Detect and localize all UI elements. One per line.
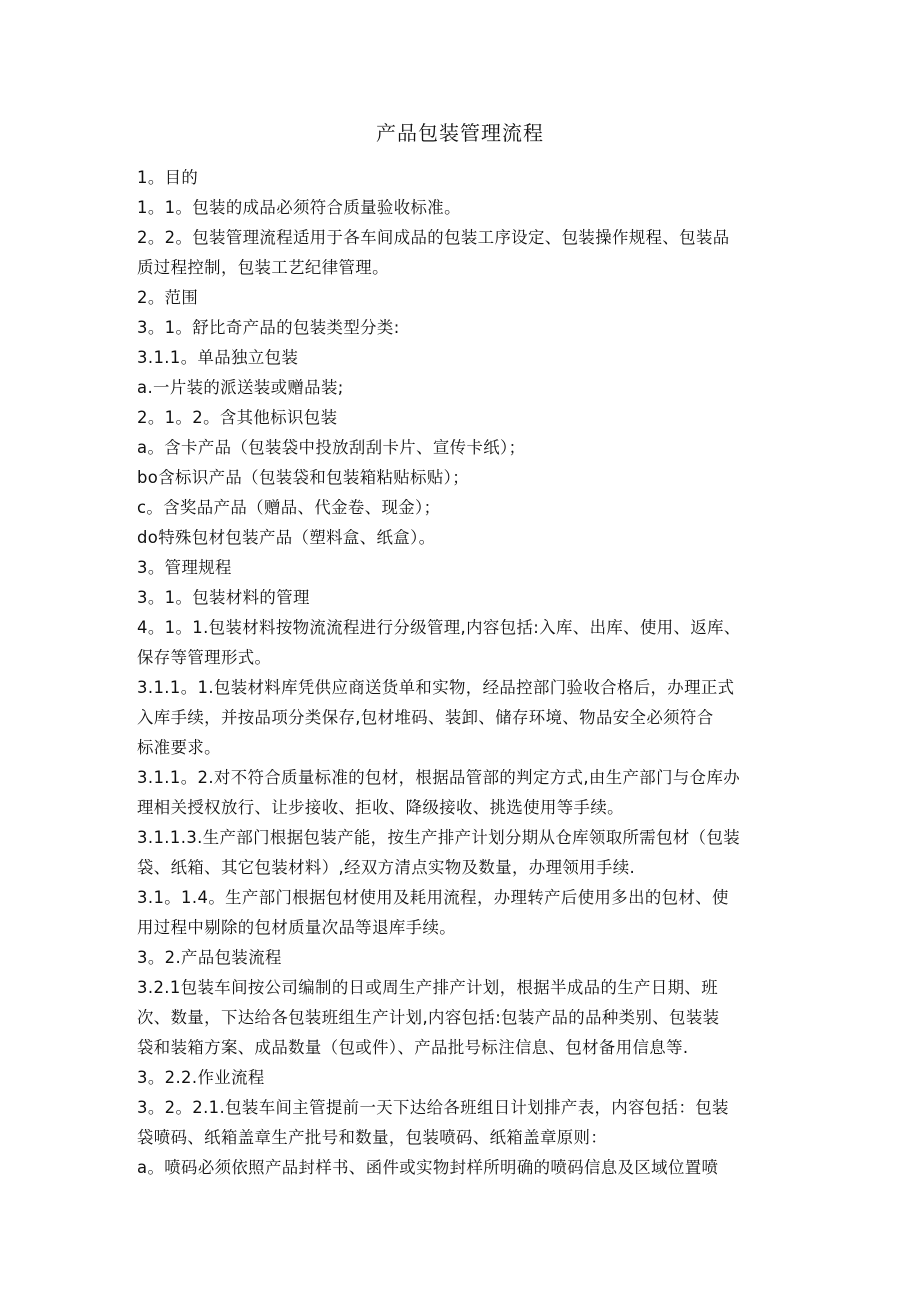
paragraph: a。含卡产品（包装袋中投放刮刮卡片、宣传卡纸）； <box>137 438 526 457</box>
paragraph: 3.1.1。1.包装材料库凭供应商送货单和实物，经品控部门验收合格后，办理正式 入库手续，并按品项分类保存,包材堆码、装卸、储存环境、物品安全必须符合 标准要求。 <box>137 678 735 757</box>
paragraph: a。喷码必须依照产品封样书、函件或实物封样所明确的喷码信息及区域位置喷 <box>137 1158 719 1177</box>
paragraph: 3.2.1包装车间按公司编制的日或周生产排产计划，根据半成品的生产日期、班 次、数量，下达给各包装班组生产计划,内容包括:包装产品的品种类别、包装装 袋和装箱方案、成品数量（包或件）、产品批号标注信息、包材备用信息等. <box>137 978 720 1057</box>
paragraph: 2。范围 <box>137 288 199 307</box>
paragraph: 2。2。包装管理流程适用于各车间成品的包装工序设定、包装操作规程、包装品 质过程控制，包装工艺纪律管理。 <box>137 228 730 277</box>
paragraph: 3。2.产品包装流程 <box>137 948 282 967</box>
document-body <box>137 163 787 1183</box>
paragraph: 3。2。2.1.包装车间主管提前一天下达给各班组日计划排产表，内容包括：包装 袋喷码、纸箱盖章生产批号和数量，包装喷码、纸箱盖章原则： <box>137 1098 729 1147</box>
paragraph: 3.1.1。单品独立包装 <box>137 348 299 367</box>
paragraph: 3。管理规程 <box>137 558 232 577</box>
paragraph: 3。2.2.作业流程 <box>137 1068 265 1087</box>
paragraph: do特殊包材包装产品（塑料盒、纸盒）。 <box>137 528 436 547</box>
paragraph: a.一片装的派送装或赠品装; <box>137 378 344 397</box>
paragraph: c。含奖品产品（赠品、代金卷、现金）； <box>137 498 441 517</box>
paragraph: 3.1.1.3.生产部门根据包装产能，按生产排产计划分期从仓库领取所需包材（包装 袋、纸箱、其它包装材料）,经双方清点实物及数量，办理领用手续. <box>137 828 741 877</box>
paragraph: 1。目的 <box>137 168 199 187</box>
paragraph: 2。1。2。含其他标识包装 <box>137 408 338 427</box>
paragraph: 3.1.1。2.对不符合质量标准的包材，根据品管部的判定方式,由生产部门与仓库办 理相关授权放行、让步接收、拒收、降级接收、挑选使用等手续。 <box>137 768 741 817</box>
paragraph: 3。1。包装材料的管理 <box>137 588 310 607</box>
paragraph: 1。1。包装的成品必须符合质量验收标准。 <box>137 198 461 217</box>
paragraph: 4。1。1.包装材料按物流流程进行分级管理,内容包括:入库、出库、使用、返库、 保存等管理形式。 <box>137 618 741 667</box>
paragraph: 3.1。1.4。生产部门根据包材使用及耗用流程，办理转产后使用多出的包材、使 用过程中剔除的包材质量次品等退库手续。 <box>137 888 729 937</box>
document-title: 产品包装管理流程 <box>376 121 544 145</box>
paragraph: 3。1。舒比奇产品的包装类型分类: <box>137 318 400 337</box>
paragraph: bo含标识产品（包装袋和包装箱粘贴标贴）； <box>137 468 470 487</box>
